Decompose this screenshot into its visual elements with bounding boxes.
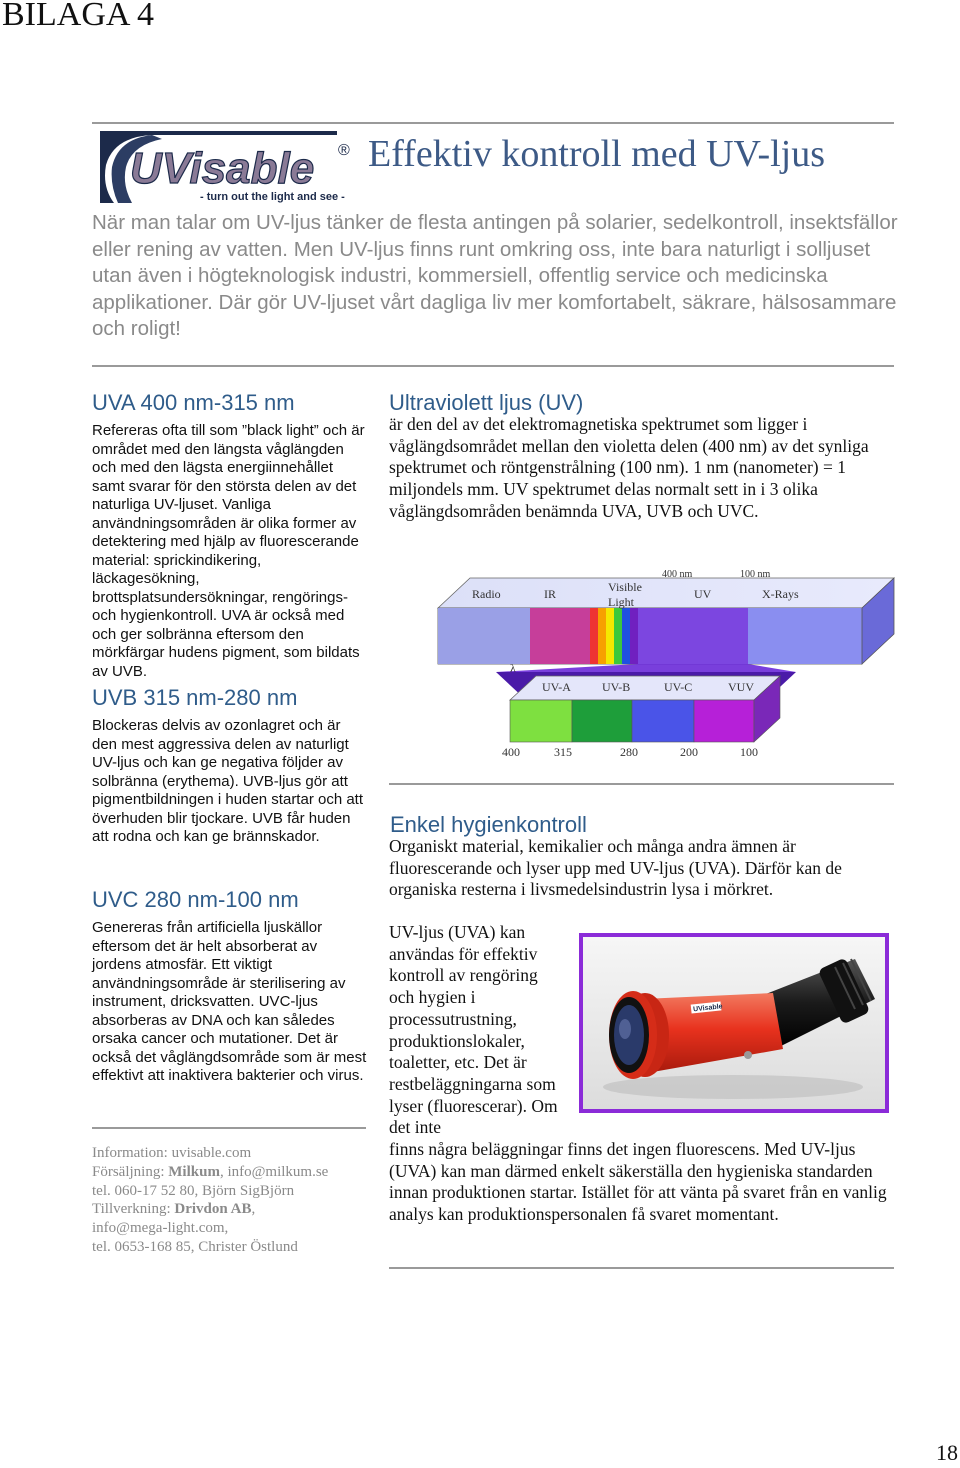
lamp-label: UVisable <box>692 1003 723 1014</box>
lambda-symbol: λ <box>510 661 516 675</box>
label-light: Light <box>608 595 634 609</box>
bottom-rule <box>389 1267 894 1269</box>
hygien-text: Organiskt material, kemikalier och många andra ämnen är fluorescerande och lyser upp med UV-ljus (UVA). Därför kan de organiska resterna i livsmedelsindustrin lysa i mörkret. <box>389 836 842 900</box>
info-website: Information: uvisable.com <box>92 1145 252 1161</box>
uv-heading: Ultraviolett ljus (UV) <box>389 390 584 415</box>
tick-200: 200 <box>680 745 698 759</box>
uv-text: är den del av det elektromagnetiska spektrumet som ligger i våglängdsområdet mellan den violetta delen (400 nm) av det synliga spektrumet och röntgenstrålning (100 nm). 1 nm (nanometer) = 1 miljondels mm. UV spektrumet delas normalt sett in i 3 olika våglängdsområden benämnda UVA, UVB och UVC. <box>389 414 869 521</box>
tick-315: 315 <box>554 745 572 759</box>
info-manufacturing: Tillverkning: Drivdon AB, <box>92 1201 256 1218</box>
page-number: 18 <box>936 1440 958 1465</box>
uvisable-logo <box>92 125 354 205</box>
label-uvb: UV-B <box>602 680 631 694</box>
uv-usage-text-narrow: UV-ljus (UVA) kan användas för effektiv kontroll av rengöring och hygien i processutrustning, produktionslokaler, toaletter, etc. Det är restbeläggningarna som lyser (fluorescerar). Om det inte <box>389 922 558 1138</box>
hygien-heading: Enkel hygienkontroll <box>390 812 587 837</box>
label-ir: IR <box>544 587 556 601</box>
spectrum-rule <box>389 783 894 785</box>
uva-heading: UVA 400 nm-315 nm <box>92 390 295 415</box>
label-radio: Radio <box>472 587 501 601</box>
intro-paragraph <box>92 210 904 343</box>
label-vuv: VUV <box>728 680 754 694</box>
logo-wordmark: UVisable <box>130 144 315 193</box>
tick-400nm: 400 nm <box>662 569 693 580</box>
uv-usage-text-wide: finns några beläggningar finns det ingen fluorescens. Med UV-ljus (UVA) kan man därmed enkelt säkerställa den hygieniska standarden innan produktionen startar. Istället för att vänta på svaret från en vanlig analys kan produktionspersonalen få svaret momentant. <box>389 1139 887 1225</box>
label-uva: UV-A <box>542 680 571 694</box>
tick-100nm: 100 nm <box>740 569 771 580</box>
manufacturer-company: Drivdon AB <box>174 1201 252 1218</box>
registered-mark: ® <box>338 142 350 159</box>
contact-info <box>92 1144 372 1257</box>
uvb-heading: UVB 315 nm-280 nm <box>92 685 298 710</box>
page-title: Effektiv kontroll med UV-ljus <box>368 133 826 175</box>
info-manufacturer-email: info@mega-light.com, <box>92 1220 229 1237</box>
info-sales-phone: tel. 060-17 52 80, Björn SigBjörn <box>92 1182 295 1199</box>
logo-tagline: - turn out the light and see - <box>200 191 345 203</box>
info-manufacturer-phone: tel. 0653-168 85, Christer Östlund <box>92 1238 298 1255</box>
label-visible: Visible <box>608 580 642 594</box>
tick-100: 100 <box>740 745 758 759</box>
tick-400: 400 <box>502 745 520 759</box>
label-uv: UV <box>694 587 712 601</box>
uv-spectrum-diagram <box>436 564 896 769</box>
appendix-label: BILAGA 4 <box>2 0 155 33</box>
uvc-heading: UVC 280 nm-100 nm <box>92 887 299 912</box>
uv-lamp-photo <box>579 933 889 1113</box>
intro-rule <box>92 365 894 367</box>
sales-company: Milkum <box>168 1163 220 1180</box>
label-uvc: UV-C <box>664 680 693 694</box>
uva-text: Refereras ofta till som ”black light” och är området med den längsta våglängden och med den lägsta energiinnehållet samt svarar för den största delen av det naturliga UV-ljuset. Vanliga användningsområden är olika former av detektering med hjälp av fluorescerande material: sprickindikering, läckagesökning, brottsplatsundersökningar, rengörings- och hygienkontroll. UVA är också med och ger solbränna eftersom den mörkfärgar hudens pigment, som bildats av UVB. <box>92 422 365 680</box>
top-rule <box>92 122 894 124</box>
tick-280: 280 <box>620 745 638 759</box>
intro-highlight-text: Där gör UV-ljuset vårt dagliga liv mer komfortabelt, säkrare, hälsosammare och roligt! <box>92 290 897 340</box>
intro-main-text: När man talar om UV-ljus tänker de flesta antingen på solarier, sedelkontroll, insektsfällor eller rening av vatten. Men UV-ljus finns runt omkring oss, inte bara naturligt i solljuset utan även i högteknologisk industri, kommersiell, offentlig service och medicinska applikationer. <box>92 211 898 314</box>
uvc-text: Genereras från artificiella ljuskällor eftersom det är helt absorberat av jordens atmosfär. Ett viktigt användningsområde är sterilisering av instrument, dricksvatten. UVC-ljus absorberas av DNA och kan således orsaka cancer och mutationer. Det är också det våglängdsområde som är mest effektivt att inaktivera bakterier och virus. <box>92 919 367 1084</box>
info-rule <box>92 1127 366 1129</box>
info-sales: Försäljning: Milkum, info@milkum.se <box>92 1163 329 1180</box>
uvb-text: Blockeras delvis av ozonlagret och är den mest aggressiva delen av naturligt UV-ljus och kan ge negativa följder av solbränna (erythema). UVB-ljus gör att pigmentbildningen i huden startar och att överhuden blir tjockare. UVB får huden att rodna och kan ge brännskador. <box>92 717 364 845</box>
label-xrays: X-Rays <box>762 587 799 601</box>
